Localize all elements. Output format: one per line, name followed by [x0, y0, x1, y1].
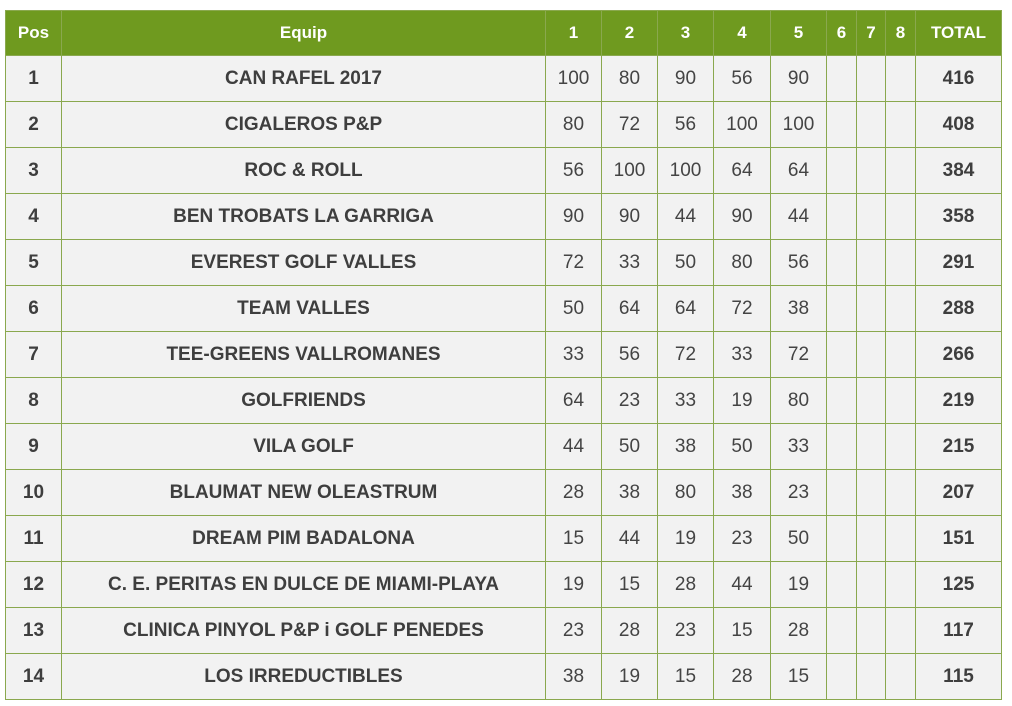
pos-cell: 13 [6, 608, 62, 654]
team-name-cell: CLINICA PINYOL P&P i GOLF PENEDES [62, 608, 546, 654]
standings-table [5, 10, 1002, 700]
pos-cell: 4 [6, 194, 62, 240]
round-6-score-cell [827, 562, 857, 608]
table-row [6, 562, 1002, 608]
table-row [6, 194, 1002, 240]
round-5-score-cell: 44 [771, 194, 827, 240]
table-row [6, 378, 1002, 424]
pos-cell: 9 [6, 424, 62, 470]
round-6-score-cell [827, 608, 857, 654]
header-round-7: 7 [857, 11, 886, 56]
header-round-8: 8 [886, 11, 916, 56]
round-1-score-cell: 19 [546, 562, 602, 608]
round-5-score-cell: 50 [771, 516, 827, 562]
total-cell: 291 [916, 240, 1002, 286]
total-cell: 151 [916, 516, 1002, 562]
round-4-score-cell: 15 [714, 608, 771, 654]
round-1-score-cell: 44 [546, 424, 602, 470]
header-round-3: 3 [658, 11, 714, 56]
round-3-score-cell: 38 [658, 424, 714, 470]
table-row [6, 56, 1002, 102]
pos-cell: 6 [6, 286, 62, 332]
team-name-cell: TEE-GREENS VALLROMANES [62, 332, 546, 378]
round-2-score-cell: 33 [602, 240, 658, 286]
round-8-score-cell [886, 562, 916, 608]
round-1-score-cell: 15 [546, 516, 602, 562]
pos-cell: 2 [6, 102, 62, 148]
total-cell: 219 [916, 378, 1002, 424]
team-name-cell: BEN TROBATS LA GARRIGA [62, 194, 546, 240]
table-row [6, 608, 1002, 654]
round-3-score-cell: 64 [658, 286, 714, 332]
round-2-score-cell: 28 [602, 608, 658, 654]
round-2-score-cell: 50 [602, 424, 658, 470]
table-row [6, 516, 1002, 562]
pos-cell: 11 [6, 516, 62, 562]
round-4-score-cell: 44 [714, 562, 771, 608]
round-4-score-cell: 33 [714, 332, 771, 378]
total-cell: 215 [916, 424, 1002, 470]
round-8-score-cell [886, 332, 916, 378]
round-1-score-cell: 100 [546, 56, 602, 102]
round-4-score-cell: 19 [714, 378, 771, 424]
round-5-score-cell: 23 [771, 470, 827, 516]
round-7-score-cell [857, 470, 886, 516]
pos-cell: 7 [6, 332, 62, 378]
pos-cell: 14 [6, 654, 62, 700]
round-7-score-cell [857, 332, 886, 378]
total-cell: 416 [916, 56, 1002, 102]
header-total: TOTAL [916, 11, 1002, 56]
round-1-score-cell: 50 [546, 286, 602, 332]
total-cell: 207 [916, 470, 1002, 516]
round-7-score-cell [857, 654, 886, 700]
table-row [6, 470, 1002, 516]
team-name-cell: ROC & ROLL [62, 148, 546, 194]
round-6-score-cell [827, 240, 857, 286]
pos-cell: 1 [6, 56, 62, 102]
round-7-score-cell [857, 516, 886, 562]
round-3-score-cell: 80 [658, 470, 714, 516]
round-1-score-cell: 64 [546, 378, 602, 424]
round-1-score-cell: 28 [546, 470, 602, 516]
total-cell: 288 [916, 286, 1002, 332]
round-7-score-cell [857, 148, 886, 194]
table-row [6, 148, 1002, 194]
round-6-score-cell [827, 56, 857, 102]
round-1-score-cell: 23 [546, 608, 602, 654]
table-row [6, 332, 1002, 378]
round-5-score-cell: 100 [771, 102, 827, 148]
round-8-score-cell [886, 654, 916, 700]
round-6-score-cell [827, 148, 857, 194]
team-name-cell: VILA GOLF [62, 424, 546, 470]
round-4-score-cell: 28 [714, 654, 771, 700]
round-6-score-cell [827, 332, 857, 378]
round-3-score-cell: 23 [658, 608, 714, 654]
round-8-score-cell [886, 424, 916, 470]
round-3-score-cell: 50 [658, 240, 714, 286]
round-3-score-cell: 19 [658, 516, 714, 562]
round-8-score-cell [886, 378, 916, 424]
round-6-score-cell [827, 286, 857, 332]
table-row [6, 424, 1002, 470]
round-2-score-cell: 15 [602, 562, 658, 608]
round-5-score-cell: 72 [771, 332, 827, 378]
round-8-score-cell [886, 608, 916, 654]
team-name-cell: C. E. PERITAS EN DULCE DE MIAMI-PLAYA [62, 562, 546, 608]
round-3-score-cell: 90 [658, 56, 714, 102]
round-8-score-cell [886, 240, 916, 286]
round-6-score-cell [827, 654, 857, 700]
round-2-score-cell: 64 [602, 286, 658, 332]
team-name-cell: TEAM VALLES [62, 286, 546, 332]
round-5-score-cell: 28 [771, 608, 827, 654]
team-name-cell: CIGALEROS P&P [62, 102, 546, 148]
pos-cell: 5 [6, 240, 62, 286]
round-8-score-cell [886, 516, 916, 562]
header-pos: Pos [6, 11, 62, 56]
round-5-score-cell: 56 [771, 240, 827, 286]
round-8-score-cell [886, 194, 916, 240]
round-4-score-cell: 90 [714, 194, 771, 240]
total-cell: 125 [916, 562, 1002, 608]
round-1-score-cell: 33 [546, 332, 602, 378]
round-2-score-cell: 19 [602, 654, 658, 700]
round-4-score-cell: 50 [714, 424, 771, 470]
round-1-score-cell: 90 [546, 194, 602, 240]
header-round-6: 6 [827, 11, 857, 56]
total-cell: 115 [916, 654, 1002, 700]
total-cell: 358 [916, 194, 1002, 240]
round-7-score-cell [857, 562, 886, 608]
round-7-score-cell [857, 424, 886, 470]
round-4-score-cell: 38 [714, 470, 771, 516]
round-3-score-cell: 56 [658, 102, 714, 148]
team-name-cell: DREAM PIM BADALONA [62, 516, 546, 562]
team-name-cell: EVEREST GOLF VALLES [62, 240, 546, 286]
round-7-score-cell [857, 240, 886, 286]
team-name-cell: CAN RAFEL 2017 [62, 56, 546, 102]
table-row [6, 240, 1002, 286]
total-cell: 266 [916, 332, 1002, 378]
round-3-score-cell: 33 [658, 378, 714, 424]
round-3-score-cell: 44 [658, 194, 714, 240]
round-1-score-cell: 38 [546, 654, 602, 700]
round-5-score-cell: 33 [771, 424, 827, 470]
round-5-score-cell: 19 [771, 562, 827, 608]
header-round-2: 2 [602, 11, 658, 56]
round-7-score-cell [857, 56, 886, 102]
round-4-score-cell: 23 [714, 516, 771, 562]
total-cell: 384 [916, 148, 1002, 194]
round-4-score-cell: 100 [714, 102, 771, 148]
round-7-score-cell [857, 194, 886, 240]
round-1-score-cell: 72 [546, 240, 602, 286]
table-row [6, 102, 1002, 148]
round-6-score-cell [827, 102, 857, 148]
round-2-score-cell: 90 [602, 194, 658, 240]
round-6-score-cell [827, 470, 857, 516]
round-2-score-cell: 100 [602, 148, 658, 194]
pos-cell: 3 [6, 148, 62, 194]
total-cell: 117 [916, 608, 1002, 654]
round-6-score-cell [827, 194, 857, 240]
pos-cell: 10 [6, 470, 62, 516]
round-4-score-cell: 64 [714, 148, 771, 194]
round-1-score-cell: 56 [546, 148, 602, 194]
total-cell: 408 [916, 102, 1002, 148]
round-7-score-cell [857, 286, 886, 332]
round-8-score-cell [886, 56, 916, 102]
round-8-score-cell [886, 470, 916, 516]
header-round-1: 1 [546, 11, 602, 56]
round-3-score-cell: 100 [658, 148, 714, 194]
round-8-score-cell [886, 102, 916, 148]
round-2-score-cell: 23 [602, 378, 658, 424]
round-6-score-cell [827, 424, 857, 470]
round-4-score-cell: 80 [714, 240, 771, 286]
team-name-cell: BLAUMAT NEW OLEASTRUM [62, 470, 546, 516]
round-2-score-cell: 72 [602, 102, 658, 148]
round-2-score-cell: 38 [602, 470, 658, 516]
team-name-cell: GOLFRIENDS [62, 378, 546, 424]
round-5-score-cell: 90 [771, 56, 827, 102]
pos-cell: 8 [6, 378, 62, 424]
table-header-row [6, 11, 1002, 56]
round-3-score-cell: 72 [658, 332, 714, 378]
round-6-score-cell [827, 516, 857, 562]
round-4-score-cell: 56 [714, 56, 771, 102]
pos-cell: 12 [6, 562, 62, 608]
round-8-score-cell [886, 286, 916, 332]
round-5-score-cell: 15 [771, 654, 827, 700]
round-7-score-cell [857, 102, 886, 148]
table-row [6, 286, 1002, 332]
header-round-4: 4 [714, 11, 771, 56]
round-7-score-cell [857, 608, 886, 654]
round-4-score-cell: 72 [714, 286, 771, 332]
round-2-score-cell: 44 [602, 516, 658, 562]
round-2-score-cell: 80 [602, 56, 658, 102]
round-8-score-cell [886, 148, 916, 194]
round-5-score-cell: 38 [771, 286, 827, 332]
header-team: Equip [62, 11, 546, 56]
round-1-score-cell: 80 [546, 102, 602, 148]
table-row [6, 654, 1002, 700]
header-round-5: 5 [771, 11, 827, 56]
round-5-score-cell: 64 [771, 148, 827, 194]
round-3-score-cell: 28 [658, 562, 714, 608]
round-7-score-cell [857, 378, 886, 424]
round-5-score-cell: 80 [771, 378, 827, 424]
round-3-score-cell: 15 [658, 654, 714, 700]
team-name-cell: LOS IRREDUCTIBLES [62, 654, 546, 700]
round-2-score-cell: 56 [602, 332, 658, 378]
round-6-score-cell [827, 378, 857, 424]
